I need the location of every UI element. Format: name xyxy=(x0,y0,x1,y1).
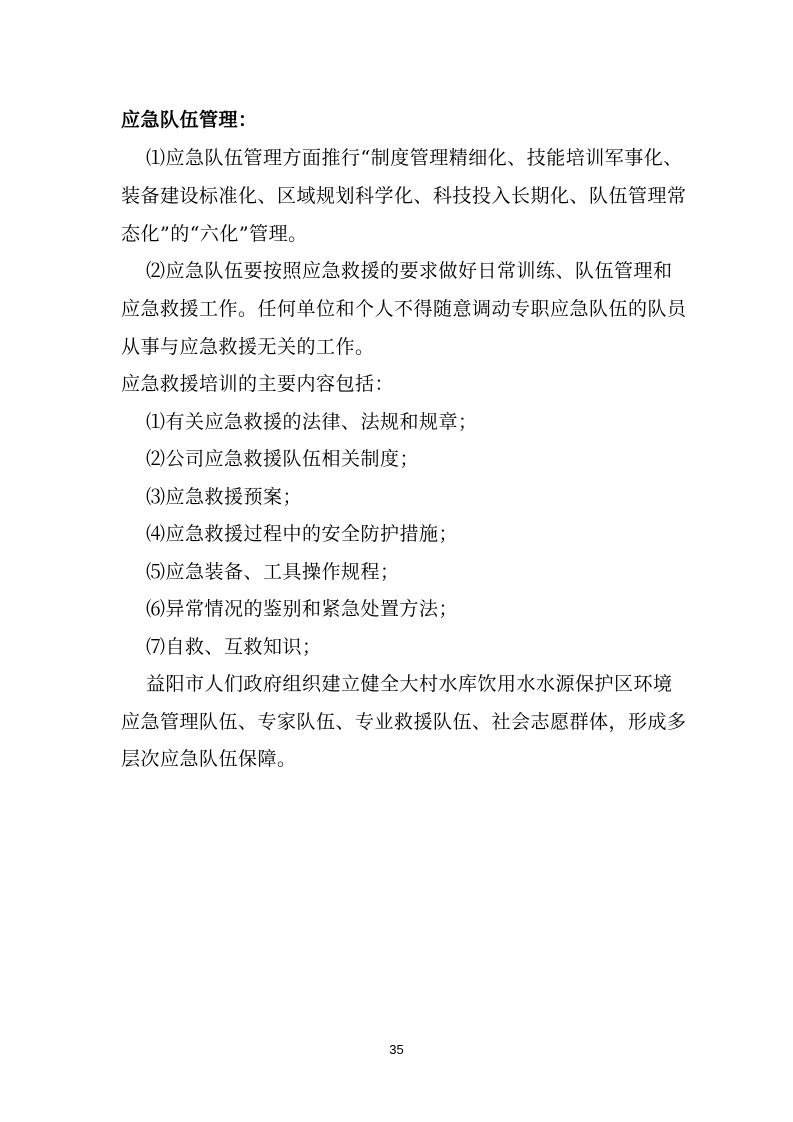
training-item-3: ⑶应急救援预案； xyxy=(146,486,303,508)
paragraph-1-line-2: 装备建设标准化、区域规划科学化、科技投入长期化、队伍管理常 xyxy=(121,185,687,207)
paragraph-2-line-1: ⑵应急队伍要按照应急救援的要求做好日常训练、队伍管理和 xyxy=(146,260,673,282)
training-item-7: ⑺自救、互救知识； xyxy=(146,636,322,658)
training-item-2: ⑵公司应急救援队伍相关制度； xyxy=(146,448,420,470)
closing-line-1: 益阳市人们政府组织建立健全大村水库饮用水水源保护区环境 xyxy=(146,673,673,695)
closing-line-2: 应急管理队伍、专家队伍、专业救援队伍、社会志愿群体，形成多 xyxy=(121,711,687,733)
paragraph-2-line-2: 应急救援工作。任何单位和个人不得随意调动专职应急队伍的队员 xyxy=(121,298,687,320)
paragraph-2-line-3: 从事与应急救援无关的工作。 xyxy=(121,336,375,358)
training-item-6: ⑹异常情况的鉴别和紧急处置方法； xyxy=(146,598,459,620)
paragraph-1-line-3: 态化”的“六化”管理。 xyxy=(121,223,308,245)
page-number: 35 xyxy=(389,1042,404,1057)
training-item-1: ⑴有关应急救援的法律、法规和规章； xyxy=(146,411,478,433)
closing-line-3: 层次应急队伍保障。 xyxy=(121,748,297,770)
training-item-4: ⑷应急救援过程中的安全防护措施； xyxy=(146,523,459,545)
training-intro: 应急救援培训的主要内容包括： xyxy=(121,373,395,395)
training-item-5: ⑸应急装备、工具操作规程； xyxy=(146,561,400,583)
paragraph-1-line-1: ⑴应急队伍管理方面推行“制度管理精细化、技能培训军事化、 xyxy=(146,147,683,169)
section-heading: 应急队伍管理： xyxy=(121,109,258,131)
